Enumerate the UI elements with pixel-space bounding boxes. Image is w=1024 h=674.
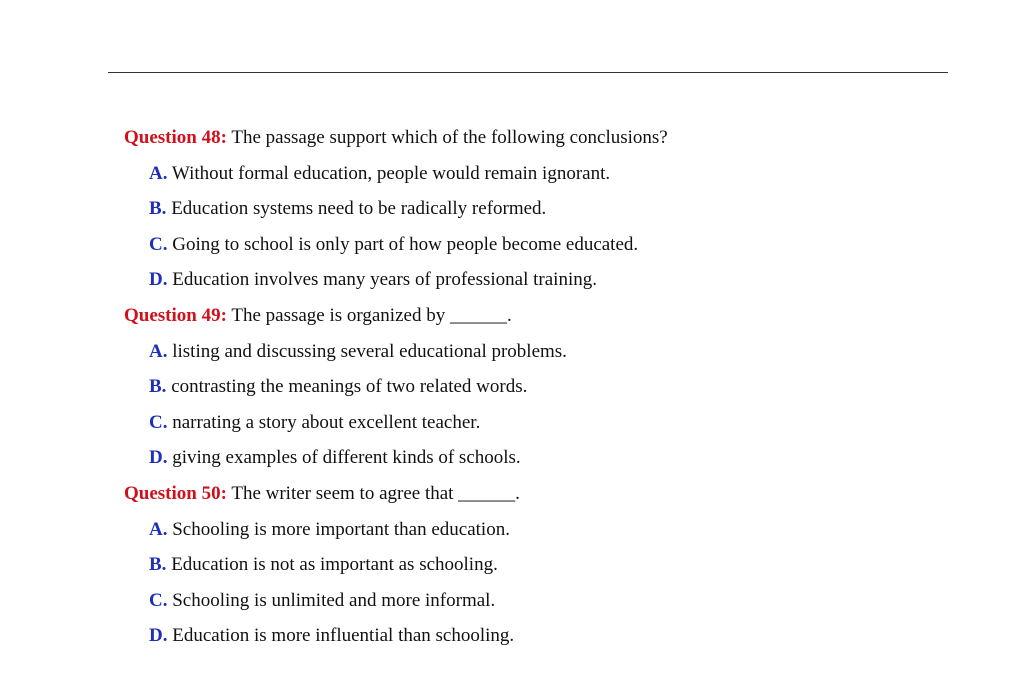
question-number: Question 48: xyxy=(124,127,227,148)
answer-option-a xyxy=(124,156,944,192)
option-text: Schooling is unlimited and more informal. xyxy=(167,589,496,611)
answer-option-d xyxy=(124,262,944,298)
option-letter: A. xyxy=(149,162,168,184)
question-stem xyxy=(124,298,944,334)
answer-option-a xyxy=(124,334,944,370)
question-stem xyxy=(124,120,944,156)
option-text: Schooling is more important than education. xyxy=(167,518,510,540)
question-48 xyxy=(124,120,944,298)
question-list xyxy=(124,120,944,654)
question-50 xyxy=(124,476,944,654)
answer-option-d xyxy=(124,618,944,654)
option-letter: B. xyxy=(149,376,167,398)
answer-option-c xyxy=(124,227,944,263)
answer-option-c xyxy=(124,583,944,619)
question-stem xyxy=(124,476,944,512)
option-letter: C. xyxy=(149,589,168,611)
header-rule xyxy=(108,72,948,73)
option-text: Education is not as important as schooling. xyxy=(166,554,498,576)
option-text: contrasting the meanings of two related words. xyxy=(166,376,528,398)
question-number: Question 50: xyxy=(124,482,227,504)
question-text: The writer seem to agree that ______. xyxy=(226,482,520,504)
question-number: Question 49: xyxy=(124,304,227,326)
answer-option-b xyxy=(124,369,944,405)
option-letter: D. xyxy=(149,625,168,647)
answer-option-d xyxy=(124,440,944,476)
question-text: The passage is organized by ______. xyxy=(226,304,512,326)
question-49 xyxy=(124,298,944,476)
answer-option-b xyxy=(124,547,944,583)
option-letter: D. xyxy=(149,269,168,291)
option-text: Going to school is only part of how people become educated. xyxy=(167,233,639,255)
option-letter: C. xyxy=(149,411,168,433)
option-letter: B. xyxy=(149,554,167,576)
option-letter: A. xyxy=(149,518,168,540)
option-text: giving examples of different kinds of schools. xyxy=(167,447,521,469)
answer-option-c xyxy=(124,405,944,441)
option-text: Education involves many years of professional training. xyxy=(167,269,597,291)
answer-option-a xyxy=(124,512,944,548)
option-letter: B. xyxy=(149,198,167,220)
option-text: Education is more influential than schooling. xyxy=(167,625,515,647)
option-letter: C. xyxy=(149,233,168,255)
option-text: Without formal education, people would remain ignorant. xyxy=(167,162,611,184)
option-text: Education systems need to be radically reformed. xyxy=(166,198,547,220)
option-text: listing and discussing several educational problems. xyxy=(167,340,567,362)
option-letter: A. xyxy=(149,340,168,362)
option-text: narrating a story about excellent teacher. xyxy=(167,411,481,433)
answer-option-b xyxy=(124,191,944,227)
question-text: The passage support which of the following conclusions? xyxy=(226,127,668,148)
option-letter: D. xyxy=(149,447,168,469)
